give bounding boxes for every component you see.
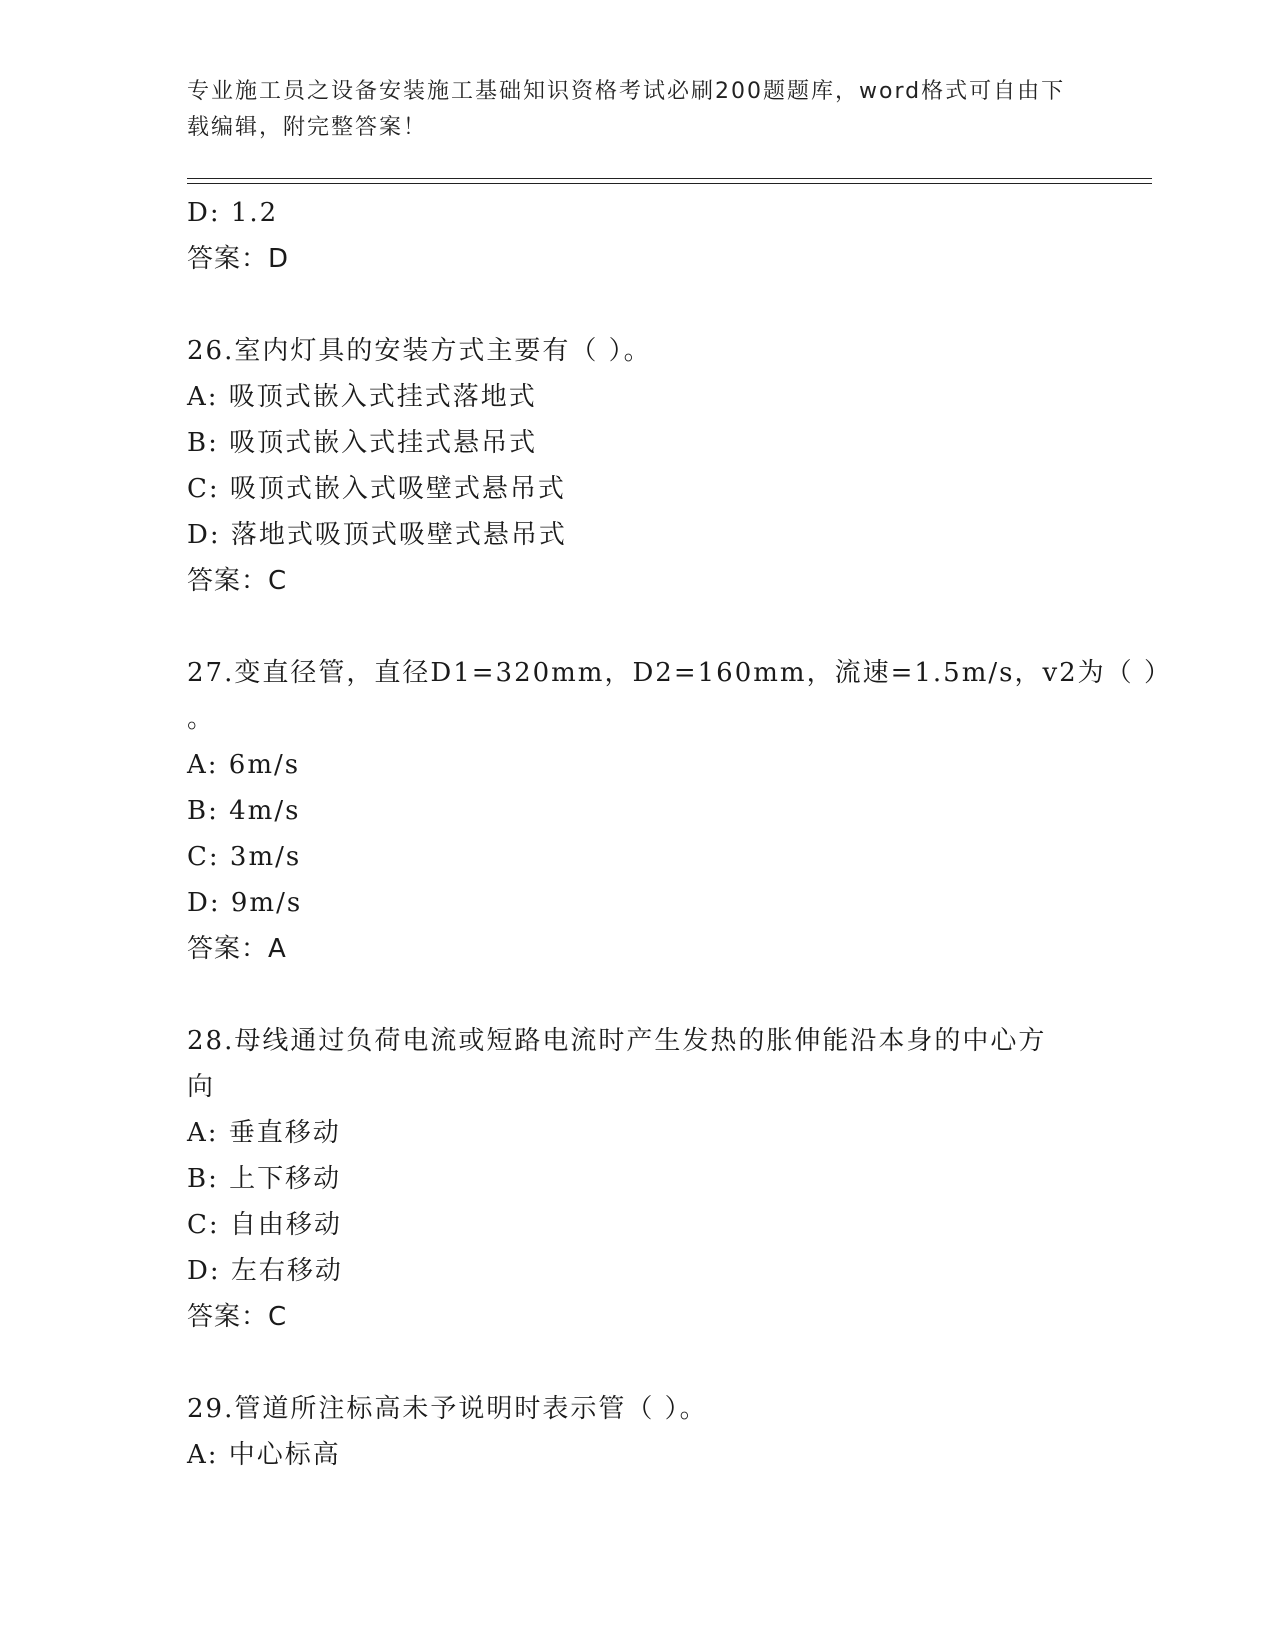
option-text: C: 3m/s (187, 842, 302, 872)
option-text: B: 上下移动 (187, 1164, 342, 1194)
answer-text: 答案：C (187, 566, 288, 596)
answer-text: 答案：A (187, 934, 287, 964)
question-title-continuation: 向 (187, 1072, 216, 1102)
spacer (187, 604, 1087, 650)
option-text: D: 落地式吸顶式吸壁式悬吊式 (187, 520, 567, 550)
option-text: A: 垂直移动 (187, 1118, 341, 1148)
spacer (187, 282, 1087, 328)
option-text: B: 4m/s (187, 796, 301, 826)
question-body (187, 190, 1172, 1478)
option-text: B: 吸顶式嵌入式挂式悬吊式 (187, 428, 538, 458)
option-text: D: 左右移动 (187, 1256, 343, 1286)
header-rule-top (187, 178, 1152, 179)
page-header: 专业施工员之设备安装施工基础知识资格考试必刷200题题库，word格式可自由下载编辑，附完整答案！ (187, 79, 1066, 140)
header-rule-bottom (187, 183, 1152, 184)
question-title-continuation: 。 (187, 704, 216, 734)
answer-text: 答案：D (187, 244, 290, 274)
option-text: A: 6m/s (187, 750, 301, 780)
spacer (187, 972, 1087, 1018)
option-text: D: 9m/s (187, 888, 303, 918)
question-title: 29.管道所注标高未予说明时表示管（ ）。 (187, 1394, 708, 1424)
question-title: 28.母线通过负荷电流或短路电流时产生发热的胀伸能沿本身的中心方 (187, 1026, 1047, 1056)
option-text: C: 自由移动 (187, 1210, 342, 1240)
question-title: 26.室内灯具的安装方式主要有（ ）。 (187, 336, 652, 366)
option-text: A: 中心标高 (187, 1440, 341, 1470)
question-title: 27.变直径管，直径D1=320mm，D2=160mm，流速=1.5m/s，v2为（ ） (187, 658, 1172, 688)
option-text: C: 吸顶式嵌入式吸壁式悬吊式 (187, 474, 566, 504)
answer-text: 答案：C (187, 1302, 288, 1332)
spacer (187, 1340, 1087, 1386)
option-text: D: 1.2 (187, 198, 279, 228)
option-text: A: 吸顶式嵌入式挂式落地式 (187, 382, 537, 412)
